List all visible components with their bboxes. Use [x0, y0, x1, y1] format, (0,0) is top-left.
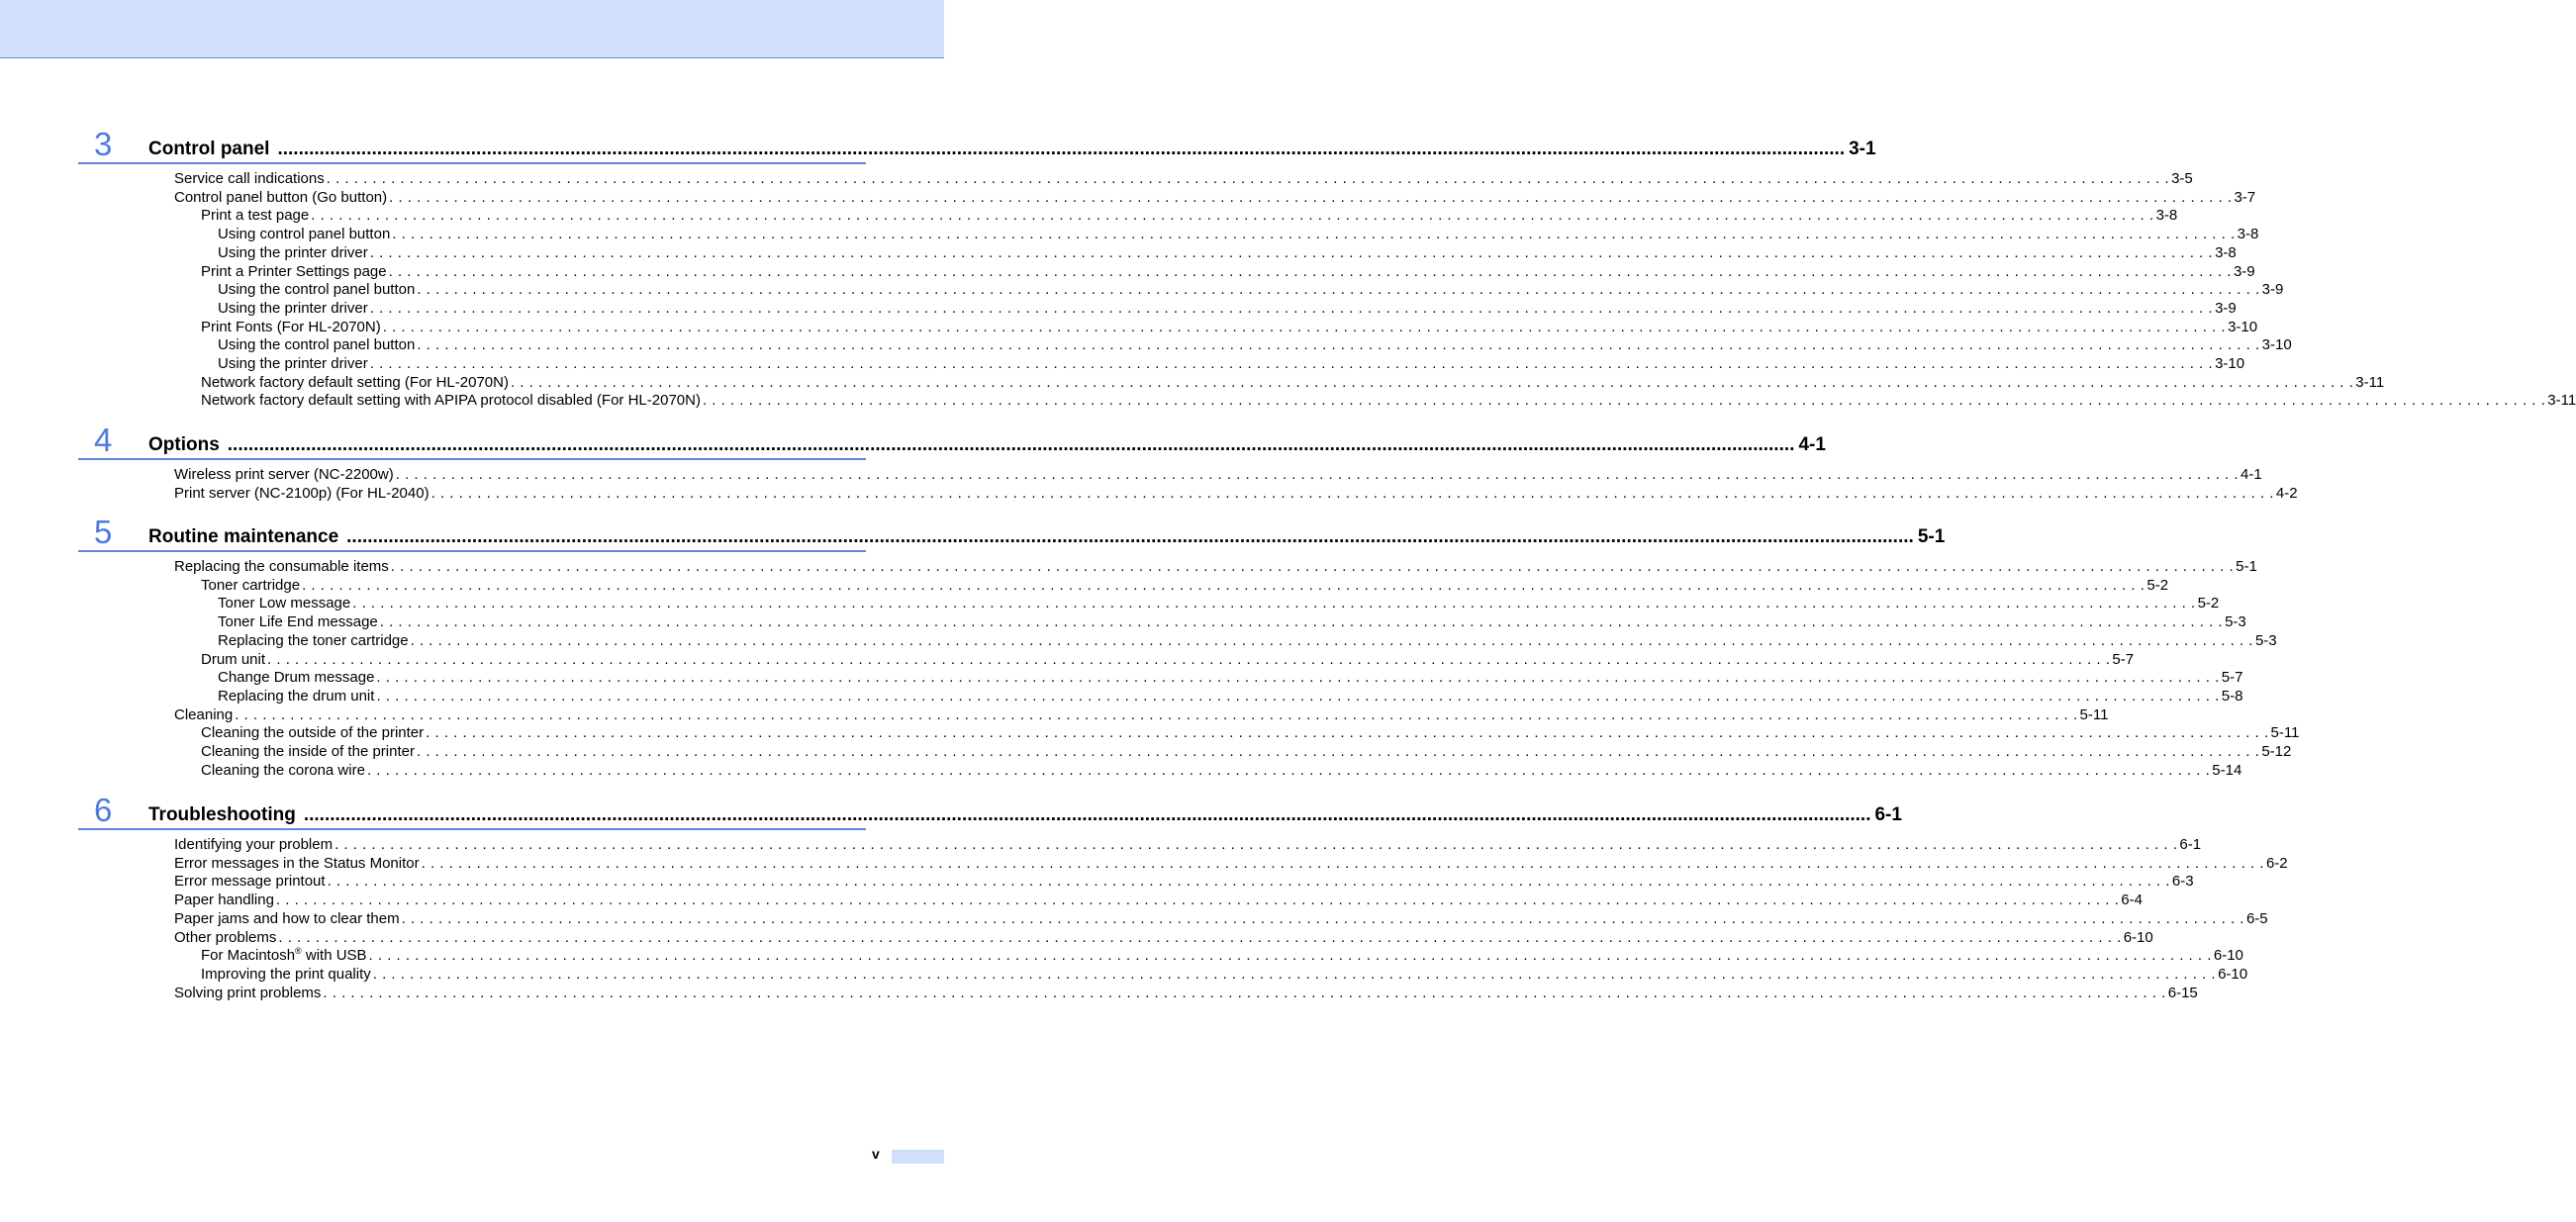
entry-page: 6-10 — [2218, 965, 2248, 983]
entry-title: Paper jams and how to clear them — [174, 909, 400, 927]
entry-page: 5-3 — [2254, 631, 2277, 649]
toc-entry[interactable] — [201, 391, 2576, 410]
chapter-number: 5 — [94, 514, 113, 550]
chapter-page: 5-1 — [1917, 526, 1946, 547]
chapter-page: 4-1 — [1798, 434, 1826, 455]
entry-page: 6-5 — [2245, 909, 2268, 927]
entry-title: For Macintosh® with USB — [201, 946, 367, 965]
entry-title: Replacing the drum unit — [218, 687, 375, 705]
dot-leader: . . . . . . . . . . . . . . . . . . . . . . . . . . . . . . . . . . . . . . . . . . . . . . . . . . . . . . . . . . . . . . . . . . . . . . . . . . . . . . . . . . . . . . . . . . . . . . . . . . . . . . . . . . . . . . . . . . . . . . . . . . . . . . . . . . . . . . . . . . . . . . . . . . . . . . . . . . . . . . . . . . . . . . . . . . . . . . . . . . . . . . . . . . . . . . . . . . . . . . . . — [426, 724, 2269, 742]
entry-page: 3-8 — [2215, 243, 2237, 261]
entry-page: 6-10 — [2213, 947, 2243, 965]
toc-entry[interactable] — [218, 594, 2220, 612]
entry-title: Wireless print server (NC-2200w) — [174, 466, 394, 483]
entry-title: Toner Low message — [218, 595, 351, 612]
dot-leader: . . . . . . . . . . . . . . . . . . . . . . . . . . . . . . . . . . . . . . . . . . . . . . . . . . . . . . . . . . . . . . . . . . . . . . . . . . . . . . . . . . . . . . . . . . . . . . . . . . . . . . . . . . . . . . . . . . . . . . . . . . . . . . . . . . . . . . . . . . . . . . . . . . . . . . . . . . . . . . . . . . . . . . . . . . . . . . . . . . . . . . . . . . . . . . . . . . . . . . . . — [390, 558, 2235, 575]
toc-entry[interactable] — [201, 262, 2255, 281]
entry-title: Paper handling — [174, 892, 274, 909]
entry-title: Control panel button (Go button) — [174, 188, 388, 206]
toc-entry[interactable] — [201, 965, 2248, 984]
entry-page: 5-7 — [2221, 669, 2243, 687]
dot-leader: . . . . . . . . . . . . . . . . . . . . . . . . . . . . . . . . . . . . . . . . . . . . . . . . . . . . . . . . . . . . . . . . . . . . . . . . . . . . . . . . . . . . . . . . . . . . . . . . . . . . . . . . . . . . . . . . . . . . . . . . . . . . . . . . . . . . . . . . . . . . . . . . . . . . . . . . . . . . . . . . . . . . . . . . . . . . . . . . . . . . . . . . . . . . . . . . . . . . . . . . — [302, 576, 2146, 594]
chapter-title: Options — [148, 434, 220, 455]
entry-title: Drum unit — [201, 650, 266, 668]
dot-leader: . . . . . . . . . . . . . . . . . . . . . . . . . . . . . . . . . . . . . . . . . . . . . . . . . . . . . . . . . . . . . . . . . . . . . . . . . . . . . . . . . . . . . . . . . . . . . . . . . . . . . . . . . . . . . . . . . . . . . . . . . . . . . . . . . . . . . . . . . . . . . . . . . . . . . . . . . . . . . . . . . . . . . . . . . . . . . . . . . . . . . . . . . . . . . . . . . . . . . . . . — [267, 650, 2111, 668]
chapter-title-row — [148, 139, 1876, 159]
dot-leader: . . . . . . . . . . . . . . . . . . . . . . . . . . . . . . . . . . . . . . . . . . . . . . . . . . . . . . . . . . . . . . . . . . . . . . . . . . . . . . . . . . . . . . . . . . . . . . . . . . . . . . . . . . . . . . . . . . . . . . . . . . . . . . . . . . . . . . . . . . . . . . . . . . . . . . . . . . . . . . . . . . . . . . . . . . . . . . . . . . . . . . . . . . . . . . . . . . . . . . . . — [376, 687, 2220, 705]
entry-title: Print server (NC-2100p) (For HL-2040) — [174, 484, 429, 502]
dot-leader: . . . . . . . . . . . . . . . . . . . . . . . . . . . . . . . . . . . . . . . . . . . . . . . . . . . . . . . . . . . . . . . . . . . . . . . . . . . . . . . . . . . . . . . . . . . . . . . . . . . . . . . . . . . . . . . . . . . . . . . . . . . . . . . . . . . . . . . . . . . . . . . . . . . . . . . . . . . . . . . . . . . . . . . . . . . . . . . . . . . . . . . . . . . . . . . . . . . . . . . . — [379, 613, 2224, 631]
toc-entry[interactable] — [218, 280, 2284, 299]
entry-title: Cleaning the outside of the printer — [201, 724, 425, 742]
dot-leader: . . . . . . . . . . . . . . . . . . . . . . . . . . . . . . . . . . . . . . . . . . . . . . . . . . . . . . . . . . . . . . . . . . . . . . . . . . . . . . . . . . . . . . . . . . . . . . . . . . . . . . . . . . . . . . . . . . . . . . . . . . . . . . . . . . . . . . . . . . . . . . . . . . . . . . . . . . . . . . . . . . . . . . . . . . . . . . . . . . . . . . . . . . . . . . . . . . . . . . . . — [382, 318, 2227, 335]
toc-entry[interactable] — [201, 576, 2169, 595]
entry-title: Print a test page — [201, 207, 310, 225]
entry-title: Improving the print quality — [201, 965, 371, 983]
toc-entry[interactable] — [218, 687, 2243, 705]
page-number: v — [872, 1146, 880, 1162]
toc-entry[interactable] — [201, 373, 2385, 392]
toc-entry[interactable] — [174, 705, 2109, 724]
entry-page: 5-11 — [2079, 705, 2109, 723]
entry-title: Network factory default setting with APIPA protocol disabled (For HL-2070N) — [201, 392, 701, 410]
toc-entry[interactable] — [201, 650, 2135, 669]
entry-title: Solving print problems — [174, 984, 322, 1001]
entry-title: Replacing the consumable items — [174, 558, 389, 575]
chapter-heading-6[interactable] — [78, 792, 1902, 830]
dot-leader: ............................................................................................................................................................................................................................................................................................................ — [346, 526, 1914, 547]
entry-title: Other problems — [174, 928, 277, 946]
toc-entry[interactable] — [218, 354, 2245, 373]
dot-leader: ............................................................................................................................................................................................................................................................................................................ — [227, 434, 1795, 455]
entry-title: Using the control panel button — [218, 336, 416, 354]
chapter-heading-3[interactable] — [78, 126, 1876, 164]
dot-leader: . . . . . . . . . . . . . . . . . . . . . . . . . . . . . . . . . . . . . . . . . . . . . . . . . . . . . . . . . . . . . . . . . . . . . . . . . . . . . . . . . . . . . . . . . . . . . . . . . . . . . . . . . . . . . . . . . . . . . . . . . . . . . . . . . . . . . . . . . . . . . . . . . . . . . . . . . . . . . . . . . . . . . . . . . . . . . . . . . . . . . . . . . . . . . . . . . . . . . . . . — [416, 743, 2260, 760]
toc-entry[interactable] — [201, 206, 2178, 225]
dot-leader: . . . . . . . . . . . . . . . . . . . . . . . . . . . . . . . . . . . . . . . . . . . . . . . . . . . . . . . . . . . . . . . . . . . . . . . . . . . . . . . . . . . . . . . . . . . . . . . . . . . . . . . . . . . . . . . . . . . . . . . . . . . . . . . . . . . . . . . . . . . . . . . . . . . . . . . . . . . . . . . . . . . . . . . . . . . . . . . . . . . . . . . . . . . . . . . . . . . . . . . . — [368, 947, 2212, 965]
toc-entry[interactable] — [201, 946, 2243, 965]
entry-title: Using control panel button — [218, 226, 391, 243]
toc-entry[interactable] — [218, 243, 2237, 262]
dot-leader: . . . . . . . . . . . . . . . . . . . . . . . . . . . . . . . . . . . . . . . . . . . . . . . . . . . . . . . . . . . . . . . . . . . . . . . . . . . . . . . . . . . . . . . . . . . . . . . . . . . . . . . . . . . . . . . . . . . . . . . . . . . . . . . . . . . . . . . . . . . . . . . . . . . . . . . . . . . . . . . . . . . . . . . . . . . . . . . . . . . . . . . . . . . . . . . . . . . . . . . . — [366, 761, 2211, 779]
entry-page: 5-1 — [2236, 558, 2257, 575]
entry-page: 3-10 — [2228, 318, 2258, 335]
entry-page: 5-14 — [2212, 761, 2242, 779]
toc-entry[interactable] — [218, 631, 2277, 650]
dot-leader: ............................................................................................................................................................................................................................................................................................................ — [303, 804, 1871, 825]
entry-title: Cleaning — [174, 705, 234, 723]
entry-page: 4-1 — [2241, 466, 2262, 483]
dot-leader: . . . . . . . . . . . . . . . . . . . . . . . . . . . . . . . . . . . . . . . . . . . . . . . . . . . . . . . . . . . . . . . . . . . . . . . . . . . . . . . . . . . . . . . . . . . . . . . . . . . . . . . . . . . . . . . . . . . . . . . . . . . . . . . . . . . . . . . . . . . . . . . . . . . . . . . . . . . . . . . . . . . . . . . . . . . . . . . . . . . . . . . . . . . . . . . . . . . . . . . . — [392, 226, 2236, 243]
entry-page: 6-1 — [2179, 836, 2202, 853]
entry-page: 3-8 — [2237, 226, 2259, 243]
toc-entry[interactable] — [174, 169, 2193, 188]
entry-page: 3-9 — [2233, 262, 2255, 280]
entry-page: 6-15 — [2167, 984, 2198, 1001]
dot-leader: . . . . . . . . . . . . . . . . . . . . . . . . . . . . . . . . . . . . . . . . . . . . . . . . . . . . . . . . . . . . . . . . . . . . . . . . . . . . . . . . . . . . . . . . . . . . . . . . . . . . . . . . . . . . . . . . . . . . . . . . . . . . . . . . . . . . . . . . . . . . . . . . . . . . . . . . . . . . . . . . . . . . . . . . . . . . . . . . . . . . . . . . . . . . . . . . . . . . . . . . — [417, 336, 2260, 354]
chapter-title: Routine maintenance — [148, 526, 339, 547]
entry-page: 5-2 — [2147, 576, 2169, 594]
entry-page: 3-5 — [2171, 170, 2193, 187]
entry-page: 3-11 — [2547, 392, 2576, 410]
entry-page: 6-3 — [2171, 873, 2194, 891]
entry-page: 6-4 — [2121, 892, 2143, 909]
toc-entry[interactable] — [174, 909, 2268, 928]
dot-leader: . . . . . . . . . . . . . . . . . . . . . . . . . . . . . . . . . . . . . . . . . . . . . . . . . . . . . . . . . . . . . . . . . . . . . . . . . . . . . . . . . . . . . . . . . . . . . . . . . . . . . . . . . . . . . . . . . . . . . . . . . . . . . . . . . . . . . . . . . . . . . . . . . . . . . . . . . . . . . . . . . . . . . . . . . . . . . . . . . . . . . . . . . . . . . . . . . . . . . . . . — [352, 595, 2196, 612]
entry-page: 5-2 — [2197, 595, 2220, 612]
toc-entry[interactable] — [174, 557, 2257, 576]
entry-title: Cleaning the corona wire — [201, 761, 365, 779]
entry-page: 5-12 — [2261, 743, 2292, 760]
dot-leader: . . . . . . . . . . . . . . . . . . . . . . . . . . . . . . . . . . . . . . . . . . . . . . . . . . . . . . . . . . . . . . . . . . . . . . . . . . . . . . . . . . . . . . . . . . . . . . . . . . . . . . . . . . . . . . . . . . . . . . . . . . . . . . . . . . . . . . . . . . . . . . . . . . . . . . . . . . . . . . . . . . . . . . . . . . . . . . . . . . . . . . . . . . . . . . . . . . . . . . . . — [334, 836, 2178, 853]
entry-title: Error messages in the Status Monitor — [174, 854, 420, 872]
toc-entry[interactable] — [174, 188, 2256, 207]
toc-entry[interactable] — [218, 612, 2246, 631]
entry-page: 3-9 — [2215, 299, 2237, 317]
footer-tab — [892, 1150, 944, 1164]
entry-page: 3-8 — [2155, 207, 2178, 225]
dot-leader: . . . . . . . . . . . . . . . . . . . . . . . . . . . . . . . . . . . . . . . . . . . . . . . . . . . . . . . . . . . . . . . . . . . . . . . . . . . . . . . . . . . . . . . . . . . . . . . . . . . . . . . . . . . . . . . . . . . . . . . . . . . . . . . . . . . . . . . . . . . . . . . . . . . . . . . . . . . . . . . . . . . . . . . . . . . . . . . . . . . . . . . . . . . . . . . . . . . . . . . . — [376, 669, 2220, 687]
entry-title: Print Fonts (For HL-2070N) — [201, 318, 381, 335]
entry-page: 6-2 — [2265, 854, 2288, 872]
dot-leader: . . . . . . . . . . . . . . . . . . . . . . . . . . . . . . . . . . . . . . . . . . . . . . . . . . . . . . . . . . . . . . . . . . . . . . . . . . . . . . . . . . . . . . . . . . . . . . . . . . . . . . . . . . . . . . . . . . . . . . . . . . . . . . . . . . . . . . . . . . . . . . . . . . . . . . . . . . . . . . . . . . . . . . . . . . . . . . . . . . . . . . . . . . . . . . . . . . . . . . . . — [278, 928, 2122, 946]
toc-entry[interactable] — [174, 872, 2194, 891]
entry-title: Service call indications — [174, 170, 325, 187]
chapter-heading-4[interactable] — [78, 422, 1826, 460]
toc-entry[interactable] — [201, 742, 2292, 761]
chapter-title-row — [148, 434, 1826, 455]
toc-entry[interactable] — [174, 891, 2143, 909]
entry-title: Identifying your problem — [174, 836, 334, 853]
dot-leader: . . . . . . . . . . . . . . . . . . . . . . . . . . . . . . . . . . . . . . . . . . . . . . . . . . . . . . . . . . . . . . . . . . . . . . . . . . . . . . . . . . . . . . . . . . . . . . . . . . . . . . . . . . . . . . . . . . . . . . . . . . . . . . . . . . . . . . . . . . . . . . . . . . . . . . . . . . . . . . . . . . . . . . . . . . . . . . . . . . . . . . . . . . . . . . . . . . . . . . . . — [401, 909, 2244, 927]
toc-entry[interactable] — [218, 668, 2243, 687]
toc-entry[interactable] — [218, 299, 2237, 318]
dot-leader: . . . . . . . . . . . . . . . . . . . . . . . . . . . . . . . . . . . . . . . . . . . . . . . . . . . . . . . . . . . . . . . . . . . . . . . . . . . . . . . . . . . . . . . . . . . . . . . . . . . . . . . . . . . . . . . . . . . . . . . . . . . . . . . . . . . . . . . . . . . . . . . . . . . . . . . . . . . . . . . . . . . . . . . . . . . . . . . . . . . . . . . . . . . . . . . . . . . . . . . . — [410, 631, 2253, 649]
dot-leader: . . . . . . . . . . . . . . . . . . . . . . . . . . . . . . . . . . . . . . . . . . . . . . . . . . . . . . . . . . . . . . . . . . . . . . . . . . . . . . . . . . . . . . . . . . . . . . . . . . . . . . . . . . . . . . . . . . . . . . . . . . . . . . . . . . . . . . . . . . . . . . . . . . . . . . . . . . . . . . . . . . . . . . . . . . . . . . . . . . . . . . . . . . . . . . . . . . . . . . . . — [395, 466, 2240, 483]
dot-leader: . . . . . . . . . . . . . . . . . . . . . . . . . . . . . . . . . . . . . . . . . . . . . . . . . . . . . . . . . . . . . . . . . . . . . . . . . . . . . . . . . . . . . . . . . . . . . . . . . . . . . . . . . . . . . . . . . . . . . . . . . . . . . . . . . . . . . . . . . . . . . . . . . . . . . . . . . . . . . . . . . . . . . . . . . . . . . . . . . . . . . . . . . . . . . . . . . . . . . . . . — [702, 392, 2546, 410]
dot-leader: . . . . . . . . . . . . . . . . . . . . . . . . . . . . . . . . . . . . . . . . . . . . . . . . . . . . . . . . . . . . . . . . . . . . . . . . . . . . . . . . . . . . . . . . . . . . . . . . . . . . . . . . . . . . . . . . . . . . . . . . . . . . . . . . . . . . . . . . . . . . . . . . . . . . . . . . . . . . . . . . . . . . . . . . . . . . . . . . . . . . . . . . . . . . . . . . . . . . . . . . — [369, 299, 2214, 317]
dot-leader: . . . . . . . . . . . . . . . . . . . . . . . . . . . . . . . . . . . . . . . . . . . . . . . . . . . . . . . . . . . . . . . . . . . . . . . . . . . . . . . . . . . . . . . . . . . . . . . . . . . . . . . . . . . . . . . . . . . . . . . . . . . . . . . . . . . . . . . . . . . . . . . . . . . . . . . . . . . . . . . . . . . . . . . . . . . . . . . . . . . . . . . . . . . . . . . . . . . . . . . . — [372, 965, 2217, 983]
dot-leader: . . . . . . . . . . . . . . . . . . . . . . . . . . . . . . . . . . . . . . . . . . . . . . . . . . . . . . . . . . . . . . . . . . . . . . . . . . . . . . . . . . . . . . . . . . . . . . . . . . . . . . . . . . . . . . . . . . . . . . . . . . . . . . . . . . . . . . . . . . . . . . . . . . . . . . . . . . . . . . . . . . . . . . . . . . . . . . . . . . . . . . . . . . . . . . . . . . . . . . . . — [369, 355, 2214, 372]
entry-page: 6-10 — [2123, 928, 2153, 946]
entry-page: 5-3 — [2225, 613, 2246, 631]
toc-entry[interactable] — [201, 723, 2300, 742]
entry-title: Replacing the toner cartridge — [218, 631, 409, 649]
chapter-heading-5[interactable] — [78, 514, 1946, 552]
dot-leader: . . . . . . . . . . . . . . . . . . . . . . . . . . . . . . . . . . . . . . . . . . . . . . . . . . . . . . . . . . . . . . . . . . . . . . . . . . . . . . . . . . . . . . . . . . . . . . . . . . . . . . . . . . . . . . . . . . . . . . . . . . . . . . . . . . . . . . . . . . . . . . . . . . . . . . . . . . . . . . . . . . . . . . . . . . . . . . . . . . . . . . . . . . . . . . . . . . . . . . . . — [323, 984, 2166, 1001]
entry-title: Using the printer driver — [218, 243, 368, 261]
toc-entry[interactable] — [218, 225, 2259, 243]
entry-title: Network factory default setting (For HL-2070N) — [201, 373, 509, 391]
toc-entry[interactable] — [174, 484, 2298, 503]
chapter-page: 6-1 — [1874, 804, 1902, 825]
dot-leader: . . . . . . . . . . . . . . . . . . . . . . . . . . . . . . . . . . . . . . . . . . . . . . . . . . . . . . . . . . . . . . . . . . . . . . . . . . . . . . . . . . . . . . . . . . . . . . . . . . . . . . . . . . . . . . . . . . . . . . . . . . . . . . . . . . . . . . . . . . . . . . . . . . . . . . . . . . . . . . . . . . . . . . . . . . . . . . . . . . . . . . . . . . . . . . . . . . . . . . . . — [311, 207, 2154, 225]
toc-entry[interactable] — [174, 984, 2198, 1002]
chapter-title-row — [148, 526, 1946, 547]
entry-title: Change Drum message — [218, 669, 375, 687]
entry-page: 5-11 — [2270, 724, 2300, 742]
entry-title: Using the printer driver — [218, 299, 368, 317]
entry-title: Error message printout — [174, 873, 326, 891]
dot-leader: . . . . . . . . . . . . . . . . . . . . . . . . . . . . . . . . . . . . . . . . . . . . . . . . . . . . . . . . . . . . . . . . . . . . . . . . . . . . . . . . . . . . . . . . . . . . . . . . . . . . . . . . . . . . . . . . . . . . . . . . . . . . . . . . . . . . . . . . . . . . . . . . . . . . . . . . . . . . . . . . . . . . . . . . . . . . . . . . . . . . . . . . . . . . . . . . . . . . . . . . — [369, 243, 2214, 261]
chapter-page: 3-1 — [1849, 139, 1876, 159]
toc-entry[interactable] — [174, 835, 2202, 854]
entry-page: 3-10 — [2215, 355, 2245, 372]
dot-leader: ............................................................................................................................................................................................................................................................................................................ — [277, 139, 1846, 159]
entry-page: 5-8 — [2221, 687, 2243, 705]
chapter-number: 6 — [94, 792, 113, 828]
toc-entry[interactable] — [201, 318, 2258, 336]
chapter-number: 3 — [94, 126, 113, 162]
dot-leader: . . . . . . . . . . . . . . . . . . . . . . . . . . . . . . . . . . . . . . . . . . . . . . . . . . . . . . . . . . . . . . . . . . . . . . . . . . . . . . . . . . . . . . . . . . . . . . . . . . . . . . . . . . . . . . . . . . . . . . . . . . . . . . . . . . . . . . . . . . . . . . . . . . . . . . . . . . . . . . . . . . . . . . . . . . . . . . . . . . . . . . . . . . . . . . . . . . . . . . . . — [430, 484, 2274, 502]
toc-entry[interactable] — [201, 761, 2242, 780]
entry-page: 3-9 — [2261, 281, 2284, 299]
entry-page: 3-7 — [2234, 188, 2256, 206]
dot-leader: . . . . . . . . . . . . . . . . . . . . . . . . . . . . . . . . . . . . . . . . . . . . . . . . . . . . . . . . . . . . . . . . . . . . . . . . . . . . . . . . . . . . . . . . . . . . . . . . . . . . . . . . . . . . . . . . . . . . . . . . . . . . . . . . . . . . . . . . . . . . . . . . . . . . . . . . . . . . . . . . . . . . . . . . . . . . . . . . . . . . . . . . . . . . . . . . . . . . . . . . — [327, 873, 2170, 891]
entry-page: 5-7 — [2112, 650, 2135, 668]
registered-mark: ® — [295, 946, 302, 957]
entry-title: Toner cartridge — [201, 576, 301, 594]
dot-leader: . . . . . . . . . . . . . . . . . . . . . . . . . . . . . . . . . . . . . . . . . . . . . . . . . . . . . . . . . . . . . . . . . . . . . . . . . . . . . . . . . . . . . . . . . . . . . . . . . . . . . . . . . . . . . . . . . . . . . . . . . . . . . . . . . . . . . . . . . . . . . . . . . . . . . . . . . . . . . . . . . . . . . . . . . . . . . . . . . . . . . . . . . . . . . . . . . . . . . . . . — [417, 281, 2260, 299]
entry-title: Toner Life End message — [218, 613, 378, 631]
dot-leader: . . . . . . . . . . . . . . . . . . . . . . . . . . . . . . . . . . . . . . . . . . . . . . . . . . . . . . . . . . . . . . . . . . . . . . . . . . . . . . . . . . . . . . . . . . . . . . . . . . . . . . . . . . . . . . . . . . . . . . . . . . . . . . . . . . . . . . . . . . . . . . . . . . . . . . . . . . . . . . . . . . . . . . . . . . . . . . . . . . . . . . . . . . . . . . . . . . . . . . . . — [389, 188, 2233, 206]
dot-leader: . . . . . . . . . . . . . . . . . . . . . . . . . . . . . . . . . . . . . . . . . . . . . . . . . . . . . . . . . . . . . . . . . . . . . . . . . . . . . . . . . . . . . . . . . . . . . . . . . . . . . . . . . . . . . . . . . . . . . . . . . . . . . . . . . . . . . . . . . . . . . . . . . . . . . . . . . . . . . . . . . . . . . . . . . . . . . . . . . . . . . . . . . . . . . . . . . . . . . . . . — [326, 170, 2170, 187]
entry-page: 3-10 — [2261, 336, 2292, 354]
chapter-title: Troubleshooting — [148, 804, 296, 825]
toc-entry[interactable] — [174, 465, 2262, 484]
dot-leader: . . . . . . . . . . . . . . . . . . . . . . . . . . . . . . . . . . . . . . . . . . . . . . . . . . . . . . . . . . . . . . . . . . . . . . . . . . . . . . . . . . . . . . . . . . . . . . . . . . . . . . . . . . . . . . . . . . . . . . . . . . . . . . . . . . . . . . . . . . . . . . . . . . . . . . . . . . . . . . . . . . . . . . . . . . . . . . . . . . . . . . . . . . . . . . . . . . . . . . . . — [388, 262, 2232, 280]
toc-entry[interactable] — [174, 854, 2288, 873]
toc-entry[interactable] — [218, 335, 2292, 354]
dot-leader: . . . . . . . . . . . . . . . . . . . . . . . . . . . . . . . . . . . . . . . . . . . . . . . . . . . . . . . . . . . . . . . . . . . . . . . . . . . . . . . . . . . . . . . . . . . . . . . . . . . . . . . . . . . . . . . . . . . . . . . . . . . . . . . . . . . . . . . . . . . . . . . . . . . . . . . . . . . . . . . . . . . . . . . . . . . . . . . . . . . . . . . . . . . . . . . . . . . . . . . . — [421, 854, 2264, 872]
chapter-number: 4 — [94, 422, 113, 458]
entry-page: 4-2 — [2275, 484, 2298, 502]
entry-title: Cleaning the inside of the printer — [201, 743, 415, 760]
dot-leader: . . . . . . . . . . . . . . . . . . . . . . . . . . . . . . . . . . . . . . . . . . . . . . . . . . . . . . . . . . . . . . . . . . . . . . . . . . . . . . . . . . . . . . . . . . . . . . . . . . . . . . . . . . . . . . . . . . . . . . . . . . . . . . . . . . . . . . . . . . . . . . . . . . . . . . . . . . . . . . . . . . . . . . . . . . . . . . . . . . . . . . . . . . . . . . . . . . . . . . . . — [235, 705, 2078, 723]
toc-entry[interactable] — [174, 928, 2153, 947]
entry-title: Using the printer driver — [218, 355, 368, 372]
entry-title: Using the control panel button — [218, 281, 416, 299]
chapter-title: Control panel — [148, 139, 270, 159]
dot-leader: . . . . . . . . . . . . . . . . . . . . . . . . . . . . . . . . . . . . . . . . . . . . . . . . . . . . . . . . . . . . . . . . . . . . . . . . . . . . . . . . . . . . . . . . . . . . . . . . . . . . . . . . . . . . . . . . . . . . . . . . . . . . . . . . . . . . . . . . . . . . . . . . . . . . . . . . . . . . . . . . . . . . . . . . . . . . . . . . . . . . . . . . . . . . . . . . . . . . . . . . — [275, 892, 2120, 909]
chapter-title-row — [148, 804, 1902, 825]
entry-page: 3-11 — [2355, 373, 2385, 391]
dot-leader: . . . . . . . . . . . . . . . . . . . . . . . . . . . . . . . . . . . . . . . . . . . . . . . . . . . . . . . . . . . . . . . . . . . . . . . . . . . . . . . . . . . . . . . . . . . . . . . . . . . . . . . . . . . . . . . . . . . . . . . . . . . . . . . . . . . . . . . . . . . . . . . . . . . . . . . . . . . . . . . . . . . . . . . . . . . . . . . . . . . . . . . . . . . . . . . . . . . . . . . . — [510, 373, 2354, 391]
entry-title: Print a Printer Settings page — [201, 262, 387, 280]
